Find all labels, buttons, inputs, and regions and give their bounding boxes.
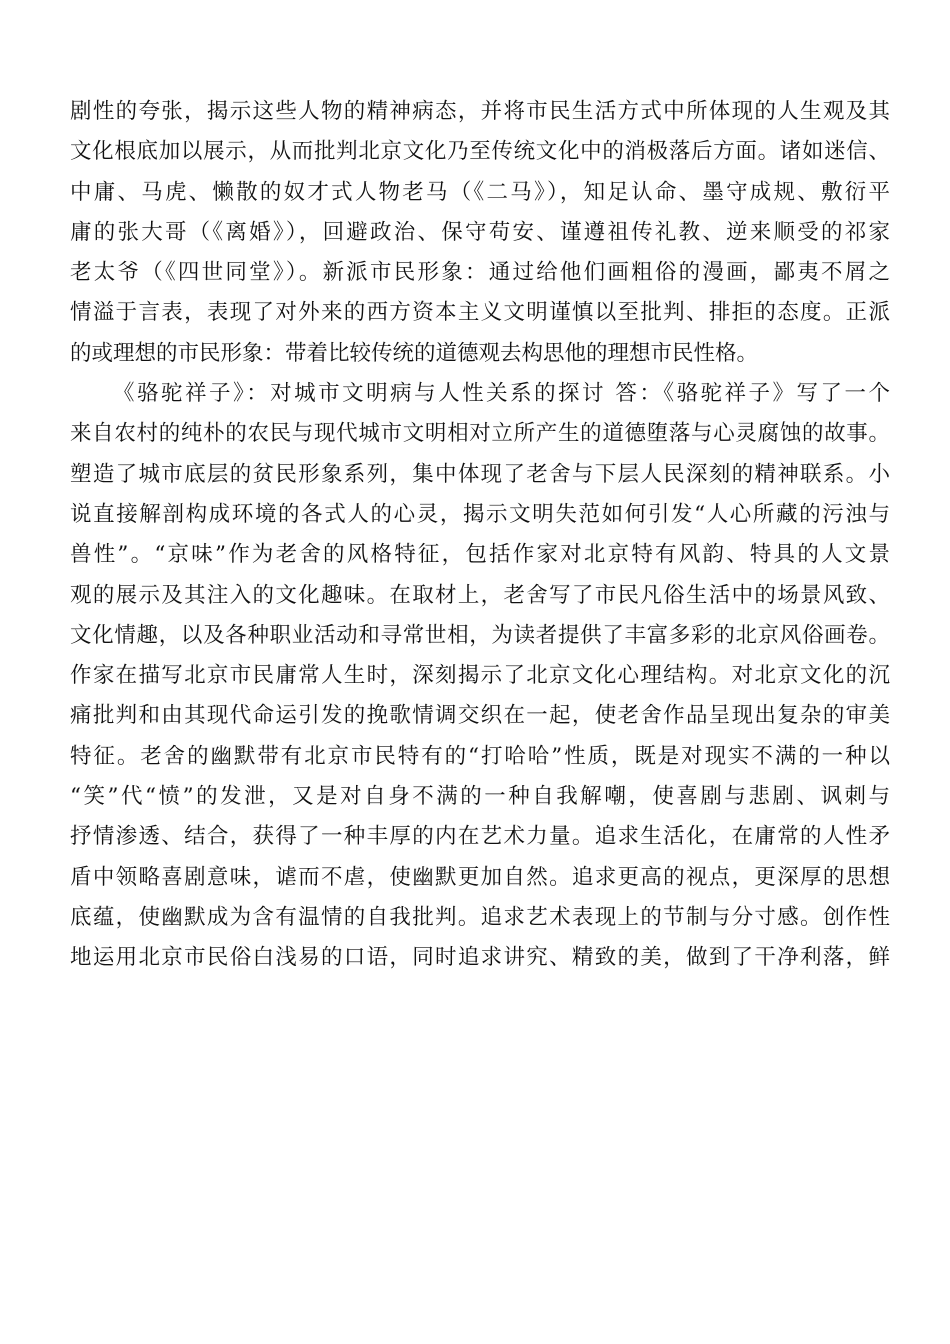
text-line: 盾中领略喜剧意味，谑而不虐，使幽默更加自然。追求更高的视点，更深厚的思想 <box>70 864 890 890</box>
paragraph-1 <box>70 92 890 374</box>
text-line: 塑造了城市底层的贫民形象系列，集中体现了老舍与下层人民深刻的精神联系。小 <box>70 461 890 487</box>
text-line: 《骆驼祥子》：对城市文明病与人性关系的探讨 答：《骆驼祥子》写了一个 <box>113 381 890 407</box>
text-line: 的或理想的市民形象：带着比较传统的道德观去构思他的理想市民性格。 <box>70 340 759 366</box>
text-line: 剧性的夸张，揭示这些人物的精神病态，并将市民生活方式中所体现的人生观及其 <box>70 99 890 124</box>
text-line: 说直接解剖构成环境的各式人的心灵，揭示文明失范如何引发“人心所藏的污浊与 <box>70 501 890 527</box>
text-line: 抒情渗透、结合，获得了一种丰厚的内在艺术力量。追求生活化，在庸常的人性矛 <box>70 824 890 850</box>
text-line: 特征。老舍的幽默带有北京市民特有的“打哈哈”性质，既是对现实不满的一种以 <box>70 743 890 769</box>
text-line: 文化情趣，以及各种职业活动和寻常世相，为读者提供了丰富多彩的北京风俗画卷。 <box>70 622 890 648</box>
body-text <box>70 92 890 979</box>
text-line: 庸的张大哥（《离婚》），回避政治、保守苟安、谨遵祖传礼教、逆来顺受的祁家 <box>70 219 890 245</box>
text-line: 底蕴，使幽默成为含有温情的自我批判。追求艺术表现上的节制与分寸感。创作性 <box>70 904 890 930</box>
paragraph-2 <box>70 374 890 978</box>
text-line: 老太爷（《四世同堂》）。新派市民形象：通过给他们画粗俗的漫画，鄙夷不屑之 <box>70 260 890 286</box>
text-line: 文化根底加以展示，从而批判北京文化乃至传统文化中的消极落后方面。诸如迷信、 <box>70 139 890 165</box>
text-line: “笑”代“愤”的发泄，又是对自身不满的一种自我解嘲，使喜剧与悲剧、讽刺与 <box>70 784 890 810</box>
text-line: 来自农村的纯朴的农民与现代城市文明相对立所产生的道德堕落与心灵腐蚀的故事。 <box>70 421 890 447</box>
text-line: 痛批判和由其现代命运引发的挽歌情调交织在一起，使老舍作品呈现出复杂的审美 <box>70 703 890 729</box>
text-line: 地运用北京市民俗白浅易的口语，同时追求讲究、精致的美，做到了干净利落，鲜 <box>70 945 890 971</box>
text-line: 观的展示及其注入的文化趣味。在取材上，老舍写了市民凡俗生活中的场景风致、 <box>70 582 890 608</box>
text-line: 情溢于言表，表现了对外来的西方资本主义文明谨慎以至批判、排拒的态度。正派 <box>70 300 890 326</box>
text-line: 作家在描写北京市民庸常人生时，深刻揭示了北京文化心理结构。对北京文化的沉 <box>70 663 890 689</box>
text-line: 中庸、马虎、懒散的奴才式人物老马（《二马》），知足认命、墨守成规、敷衍平 <box>70 179 890 205</box>
text-line: 兽性”。“京味”作为老舍的风格特征，包括作家对北京特有风韵、特具的人文景 <box>70 542 890 568</box>
